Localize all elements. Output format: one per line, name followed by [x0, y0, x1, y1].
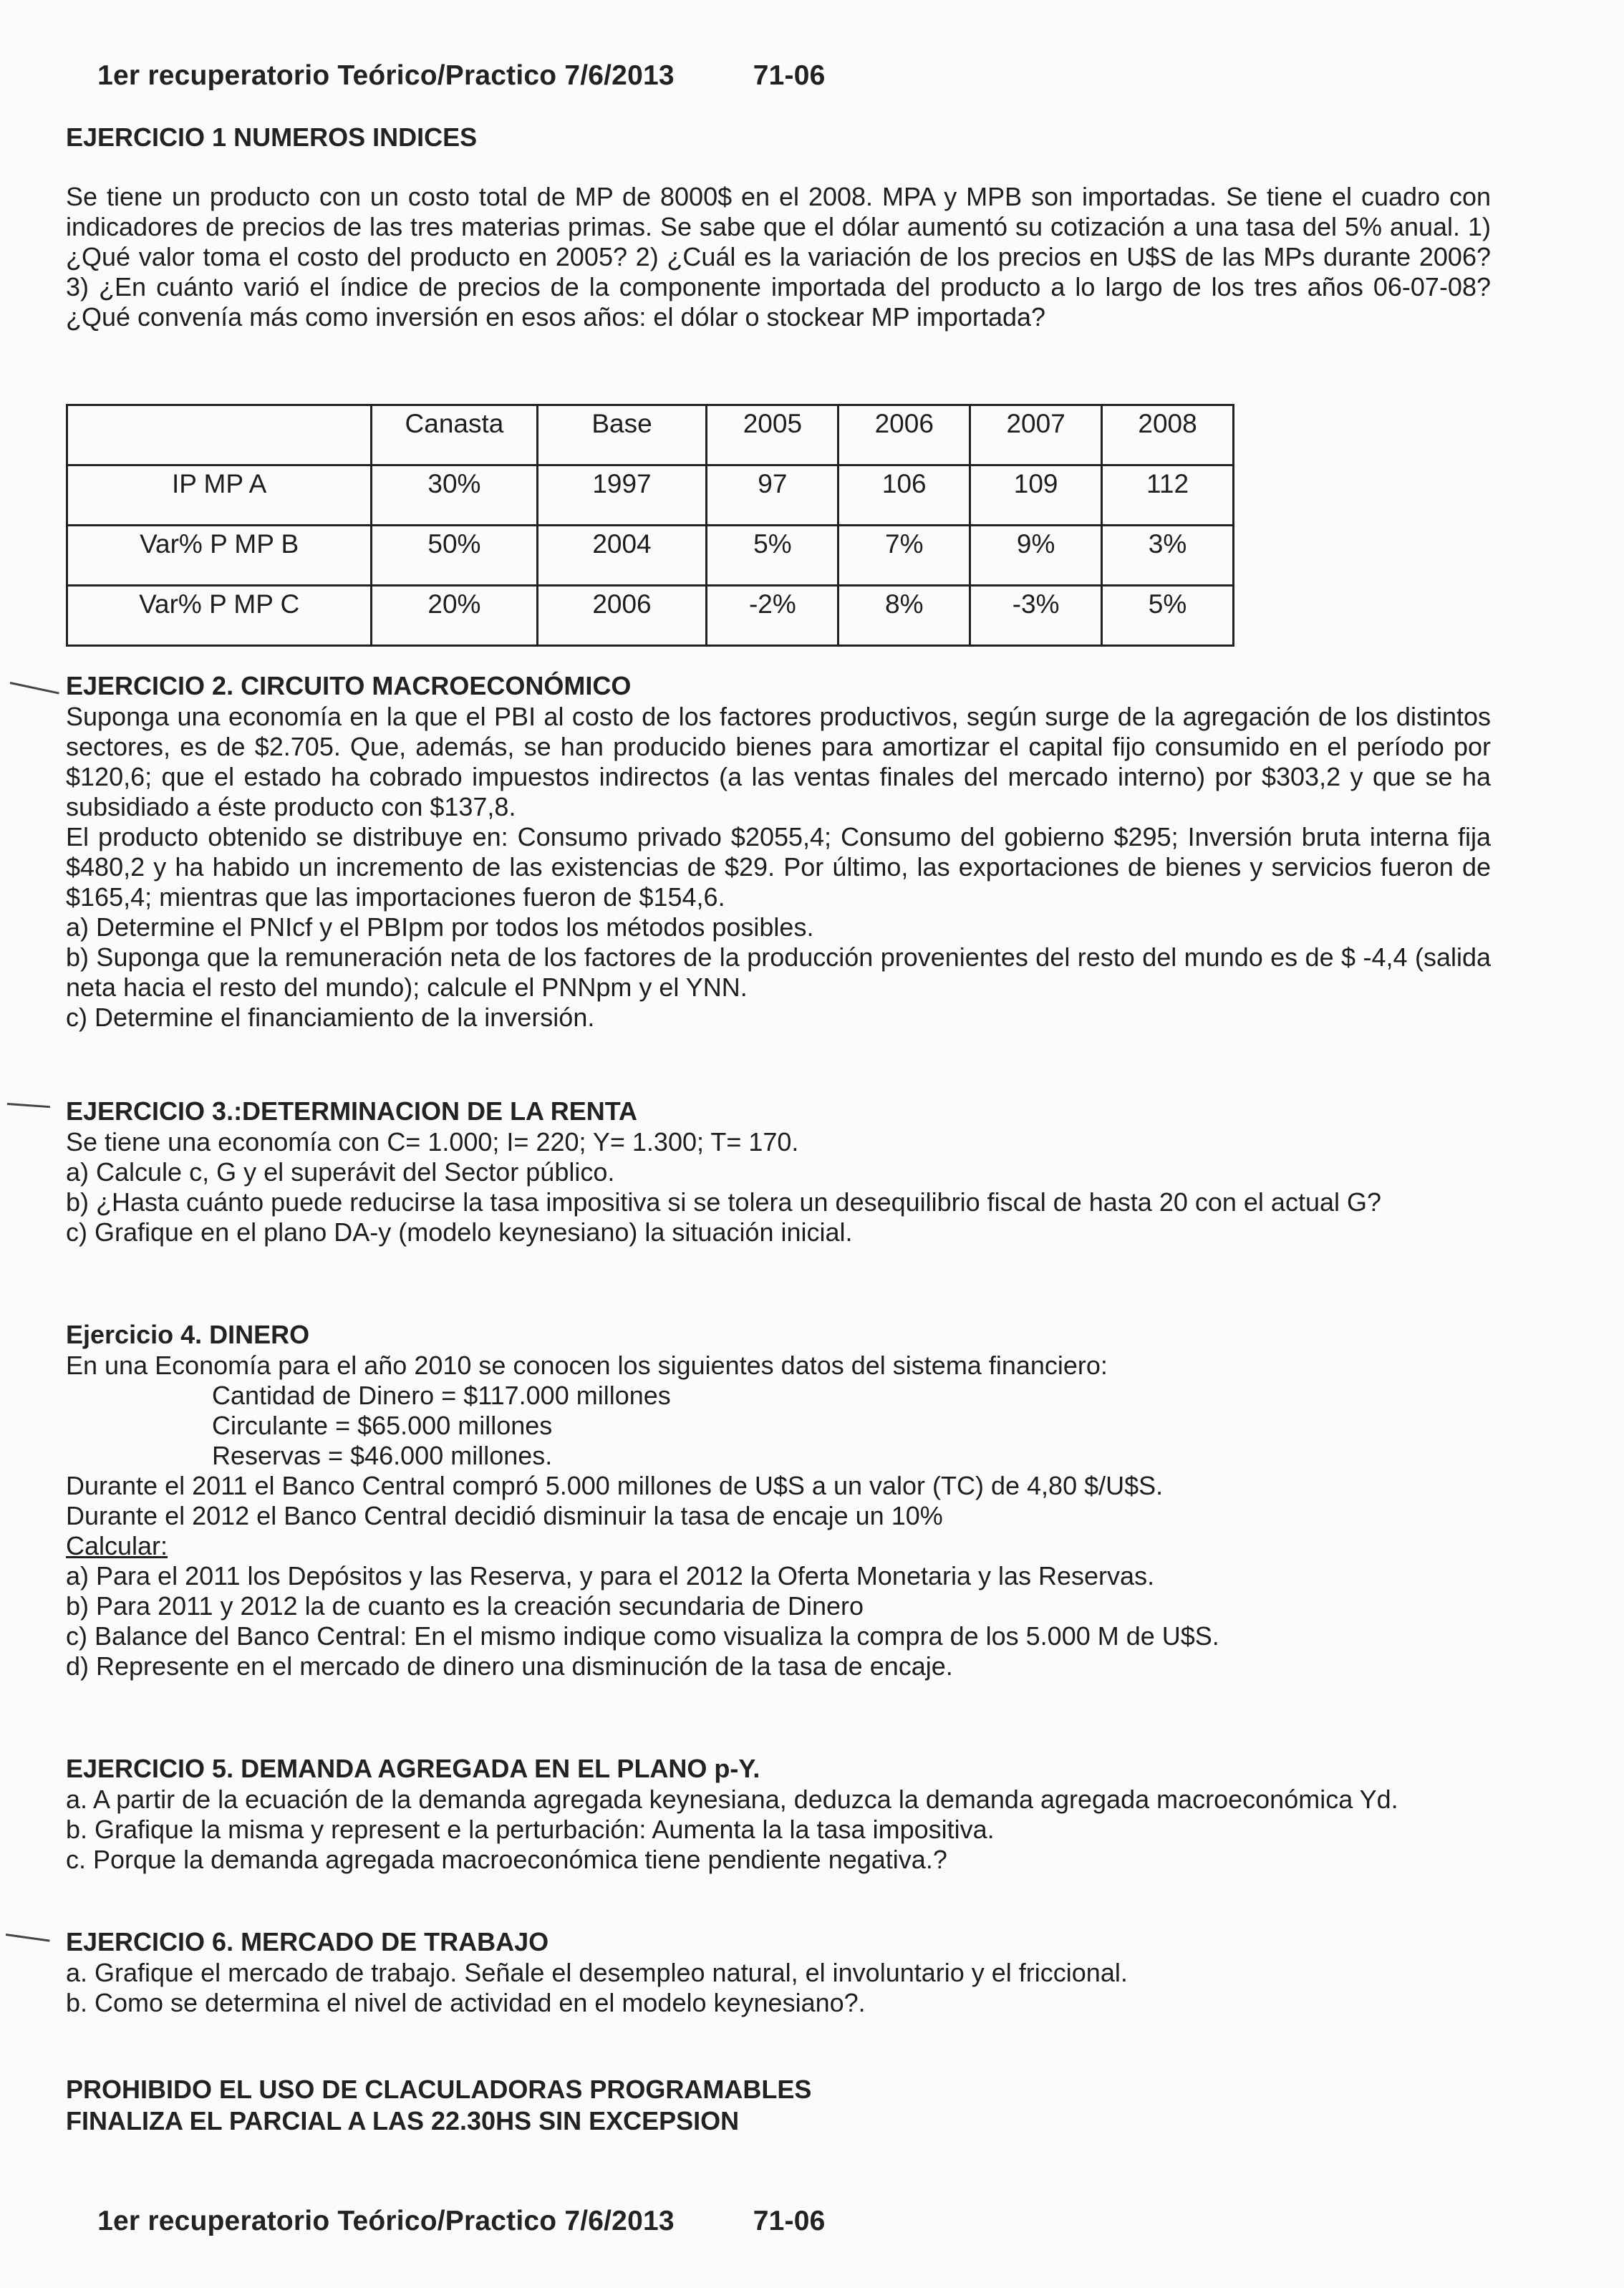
ejercicio-1-body — [66, 182, 1491, 332]
table-cell: 112 — [1102, 465, 1234, 526]
ejercicio-3-item-a: a) Calcule c, G y el superávit del Sector público. — [66, 1157, 615, 1187]
table-cell: -2% — [707, 586, 838, 646]
ejercicio-3-item-c: c) Grafique en el plano DA-y (modelo keynesiano) la situación inicial. — [66, 1217, 853, 1247]
ejercicio-3-item-b: b) ¿Hasta cuánto puede reducirse la tasa impositiva si se tolera un desequilibrio fiscal de hasta 20 con el actual G? — [66, 1187, 1382, 1217]
ejercicio-4-data-reservas: Reservas = $46.000 millones. — [212, 1441, 553, 1470]
ejercicio-2-item-a: a) Determine el PNIcf y el PBIpm por todos los métodos posibles. — [66, 912, 814, 942]
footer-title: 1er recuperatorio Teórico/Practico 7/6/2013 — [97, 2206, 675, 2236]
ejercicio-4-line-2011: Durante el 2011 el Banco Central compró 5.000 millones de U$S a un valor (TC) de 4,80 $/U$S. — [66, 1471, 1164, 1500]
table-header-cell: Canasta — [372, 405, 537, 465]
table-cell: 106 — [838, 465, 970, 526]
pen-mark-icon — [6, 1934, 50, 1942]
exam-rules — [66, 2074, 1491, 2137]
ejercicio-6-item-a: a. Grafique el mercado de trabajo. Señale el desempleo natural, el involuntario y el friccional. — [66, 1958, 1128, 1987]
ejercicio-2-block — [66, 670, 1491, 1033]
rule-calculators: PROHIBIDO EL USO DE CLACULADORAS PROGRAMABLES — [66, 2075, 812, 2104]
ejercicio-1-title-block — [66, 122, 1491, 153]
ejercicio-1-title: EJERCICIO 1 NUMEROS INDICES — [66, 122, 478, 152]
ejercicio-2-paragraph-2: El producto obtenido se distribuye en: Consumo privado $2055,4; Consumo del gobierno $295; Inversión bruta interna fija $480,2 y ha habido un incremento de las existencias de $29. Por último, las exportaciones de bienes y servicios fueron de $165,4; mientras que las importaciones fueron de $154,6. — [66, 822, 1491, 912]
ejercicio-6-title: EJERCICIO 6. MERCADO DE TRABAJO — [66, 1927, 549, 1956]
document-header — [66, 29, 826, 123]
ejercicio-2-paragraph-1: Suponga una economía en la que el PBI al costo de los factores productivos, según surge de la agregación de los distintos sectores, es de $2.705. Que, además, se han producido bienes para amortizar el capital fijo consumido en el período por $120,6; que el estado ha cobrado impuestos indirectos (a las ventas finales del mercado interno) por $303,2 y que se ha subsidiado a éste producto con $137,8. — [66, 702, 1491, 821]
document-footer — [66, 2174, 826, 2269]
ejercicio-6-block — [66, 1926, 1491, 2018]
ejercicio-4-data-money: Cantidad de Dinero = $117.000 millones — [212, 1381, 671, 1410]
table-row — [67, 526, 1234, 586]
price-index-table — [66, 404, 1234, 647]
table-cell: 20% — [372, 586, 537, 646]
ejercicio-5-item-b: b. Grafique la misma y represent e la perturbación: Aumenta la la tasa impositiva. — [66, 1815, 995, 1844]
ejercicio-4-block — [66, 1319, 1491, 1681]
table-header-cell: 2007 — [970, 405, 1102, 465]
header-code: 71-06 — [753, 60, 826, 91]
table-header-cell: 2005 — [707, 405, 838, 465]
table-cell: 2004 — [537, 526, 707, 586]
ejercicio-3-block — [66, 1096, 1491, 1247]
table-row — [67, 586, 1234, 646]
footer-code: 71-06 — [753, 2206, 826, 2236]
ejercicio-2-item-b: b) Suponga que la remuneración neta de los factores de la producción provenientes del resto del mundo es de $ -4,4 (salida neta hacia el resto del mundo); calcule el PNNpm y el YNN. — [66, 942, 1491, 1002]
table-cell: 1997 — [537, 465, 707, 526]
pen-mark-icon — [10, 682, 59, 694]
table-header-cell: 2008 — [1102, 405, 1234, 465]
table-cell: 50% — [372, 526, 537, 586]
table-cell: 2006 — [537, 586, 707, 646]
ejercicio-4-item-d: d) Represente en el mercado de dinero una disminución de la tasa de encaje. — [66, 1651, 953, 1681]
ejercicio-3-title: EJERCICIO 3.:DETERMINACION DE LA RENTA — [66, 1096, 638, 1126]
table-cell: 3% — [1102, 526, 1234, 586]
table-header-cell: 2006 — [838, 405, 970, 465]
ejercicio-2-title: EJERCICIO 2. CIRCUITO MACROECONÓMICO — [66, 671, 632, 700]
ejercicio-6-item-b: b. Como se determina el nivel de actividad en el modelo keynesiano?. — [66, 1988, 866, 2017]
table-cell: 30% — [372, 465, 537, 526]
table-cell: Var% P MP C — [67, 586, 372, 646]
ejercicio-1-text: Se tiene un producto con un costo total de MP de 8000$ en el 2008. MPA y MPB son importadas. Se tiene el cuadro con indicadores de precios de las tres materias primas. Se sabe que el dólar aumentó su cotización a una tasa del 5% anual. 1) ¿Qué valor toma el costo del producto en 2005? 2) ¿Cuál es la variación de los precios en U$S de las MPs durante 2006? 3) ¿En cuánto varió el índice de precios de la componente importada del producto a lo largo de los tres años 06-07-08? ¿Qué convenía más como inversión en esos años: el dólar o stockear MP importada? — [66, 182, 1491, 332]
ejercicio-3-intro: Se tiene una economía con C= 1.000; I= 220; Y= 1.300; T= 170. — [66, 1127, 799, 1157]
table-cell: 5% — [1102, 586, 1234, 646]
ejercicio-5-item-a: a. A partir de la ecuación de la demanda agregada keynesiana, deduzca la demanda agregada macroeconómica Yd. — [66, 1785, 1398, 1814]
table-header-row — [67, 405, 1234, 465]
table-cell: 109 — [970, 465, 1102, 526]
ejercicio-4-title: Ejercicio 4. DINERO — [66, 1320, 310, 1349]
ejercicio-4-intro: En una Economía para el año 2010 se conocen los siguientes datos del sistema financiero: — [66, 1351, 1108, 1380]
table-cell: 8% — [838, 586, 970, 646]
rule-end-time: FINALIZA EL PARCIAL A LAS 22.30HS SIN EXCEPSION — [66, 2106, 740, 2135]
ejercicio-4-item-c: c) Balance del Banco Central: En el mismo indique como visualiza la compra de los 5.000 M de U$S. — [66, 1621, 1219, 1651]
ejercicio-5-title: EJERCICIO 5. DEMANDA AGREGADA EN EL PLANO p-Y. — [66, 1754, 760, 1783]
ejercicio-4-calcular-label: Calcular: — [66, 1531, 168, 1560]
pen-mark-icon — [7, 1103, 50, 1108]
ejercicio-2-item-c: c) Determine el financiamiento de la inversión. — [66, 1003, 595, 1032]
ejercicio-4-item-b: b) Para 2011 y 2012 la de cuanto es la creación secundaria de Dinero — [66, 1591, 864, 1621]
ejercicio-5-item-c: c. Porque la demanda agregada macroeconómica tiene pendiente negativa.? — [66, 1845, 947, 1874]
table-row — [67, 465, 1234, 526]
table-cell: 7% — [838, 526, 970, 586]
table-cell: 97 — [707, 465, 838, 526]
table-header-cell: Base — [537, 405, 707, 465]
table-header-cell — [67, 405, 372, 465]
header-title: 1er recuperatorio Teórico/Practico 7/6/2013 — [97, 60, 675, 91]
table-cell: IP MP A — [67, 465, 372, 526]
ejercicio-4-item-a: a) Para el 2011 los Depósitos y las Reserva, y para el 2012 la Oferta Monetaria y las Reservas. — [66, 1561, 1155, 1591]
ejercicio-4-data-circulante: Circulante = $65.000 millones — [212, 1411, 553, 1440]
table-cell: 5% — [707, 526, 838, 586]
table-cell: 9% — [970, 526, 1102, 586]
ejercicio-4-line-2012: Durante el 2012 el Banco Central decidió disminuir la tasa de encaje un 10% — [66, 1501, 943, 1530]
table-cell: -3% — [970, 586, 1102, 646]
ejercicio-5-block — [66, 1753, 1491, 1875]
table-cell: Var% P MP B — [67, 526, 372, 586]
